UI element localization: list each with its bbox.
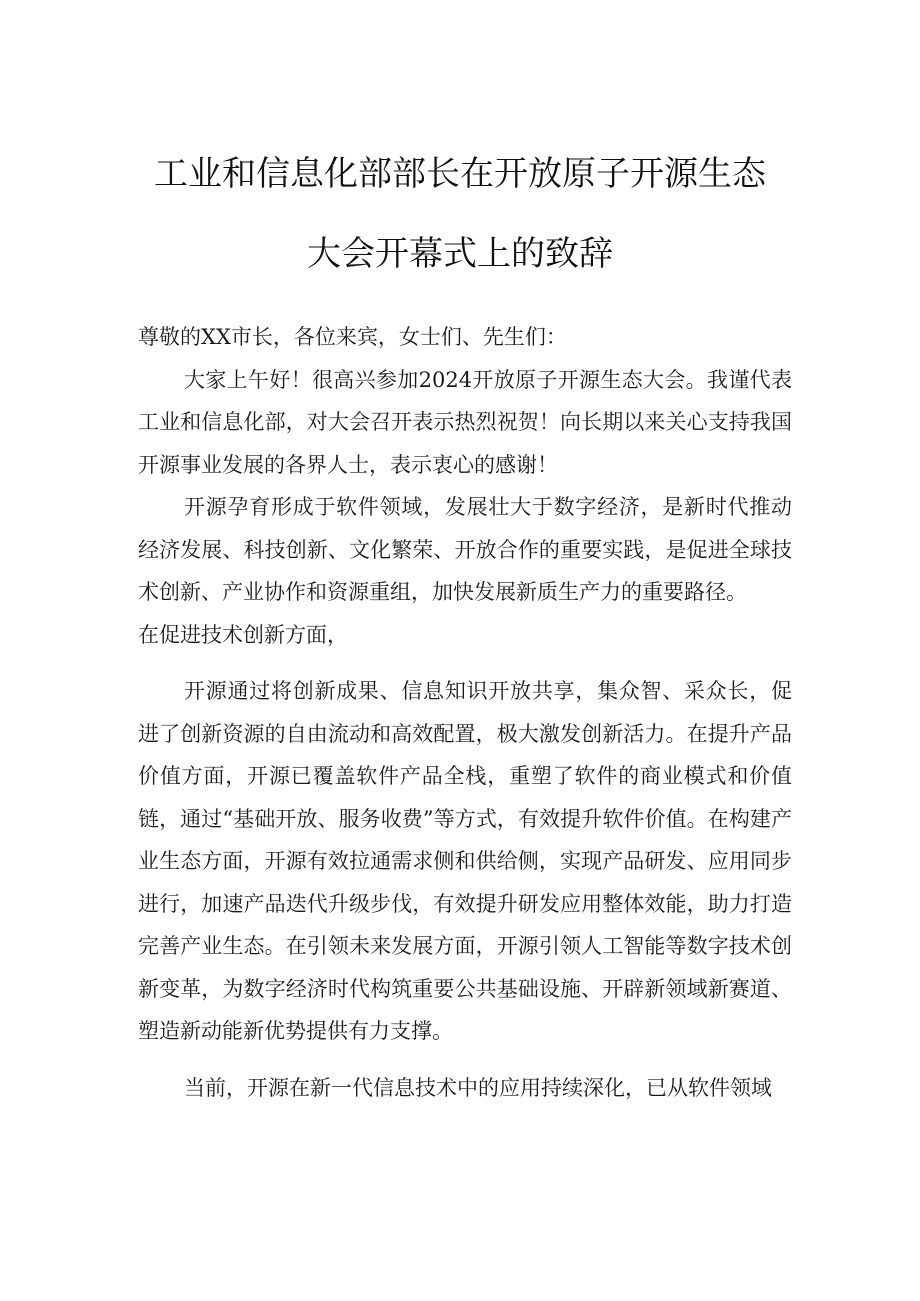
document-body — [138, 316, 792, 1109]
title-line-1: 工业和信息化部部长在开放原子开源生态 — [154, 154, 766, 194]
paragraph-3: 在促进技术创新方面， — [138, 622, 348, 647]
paragraph-gap — [138, 1053, 792, 1067]
salutation: 尊敬的XX市长，各位来宾，女士们、先生们： — [138, 325, 567, 349]
paragraph-4: 开源通过将创新成果、信息知识开放共享，集众智、采众长，促进了创新资源的自由流动和高效配置，极大激发创新活力。在提升产品价值方面，开源已覆盖软件产品全栈，重塑了软件的商业模式和价值链，通过“基础开放、服务收费”等方式，有效提升软件价值。在构建产业生态方面，开源有效拉通需求侧和供给侧，实现产品研发、应用同步进行，加速产品迭代升级步伐，有效提升研发应用整体效能，助力打造完善产业生态。在引领未来发展方面，开源引领人工智能等数字技术创新变革，为数字经济时代构筑重要公共基础设施、开辟新领域新赛道、塑造新动能新优势提供有力支撑。 — [138, 679, 792, 1043]
title-line-2: 大会开幕式上的致辞 — [307, 234, 613, 274]
paragraph-2: 开源孕育形成于软件领域，发展壮大于数字经济，是新时代推动经济发展、科技创新、文化繁荣、开放合作的重要实践，是促进全球技术创新、产业协作和资源重组，加快发展新质生产力的重要路径。 — [138, 495, 792, 604]
paragraph-5: 当前，开源在新一代信息技术中的应用持续深化，已从软件领域 — [184, 1075, 772, 1100]
paragraph-gap — [138, 656, 792, 670]
paragraph-1: 大家上午好！很高兴参加2024开放原子开源生态大会。我谨代表工业和信息化部，对大会召开表示热烈祝贺！向长期以来关心支持我国开源事业发展的各界人士，表示衷心的感谢！ — [138, 367, 792, 477]
